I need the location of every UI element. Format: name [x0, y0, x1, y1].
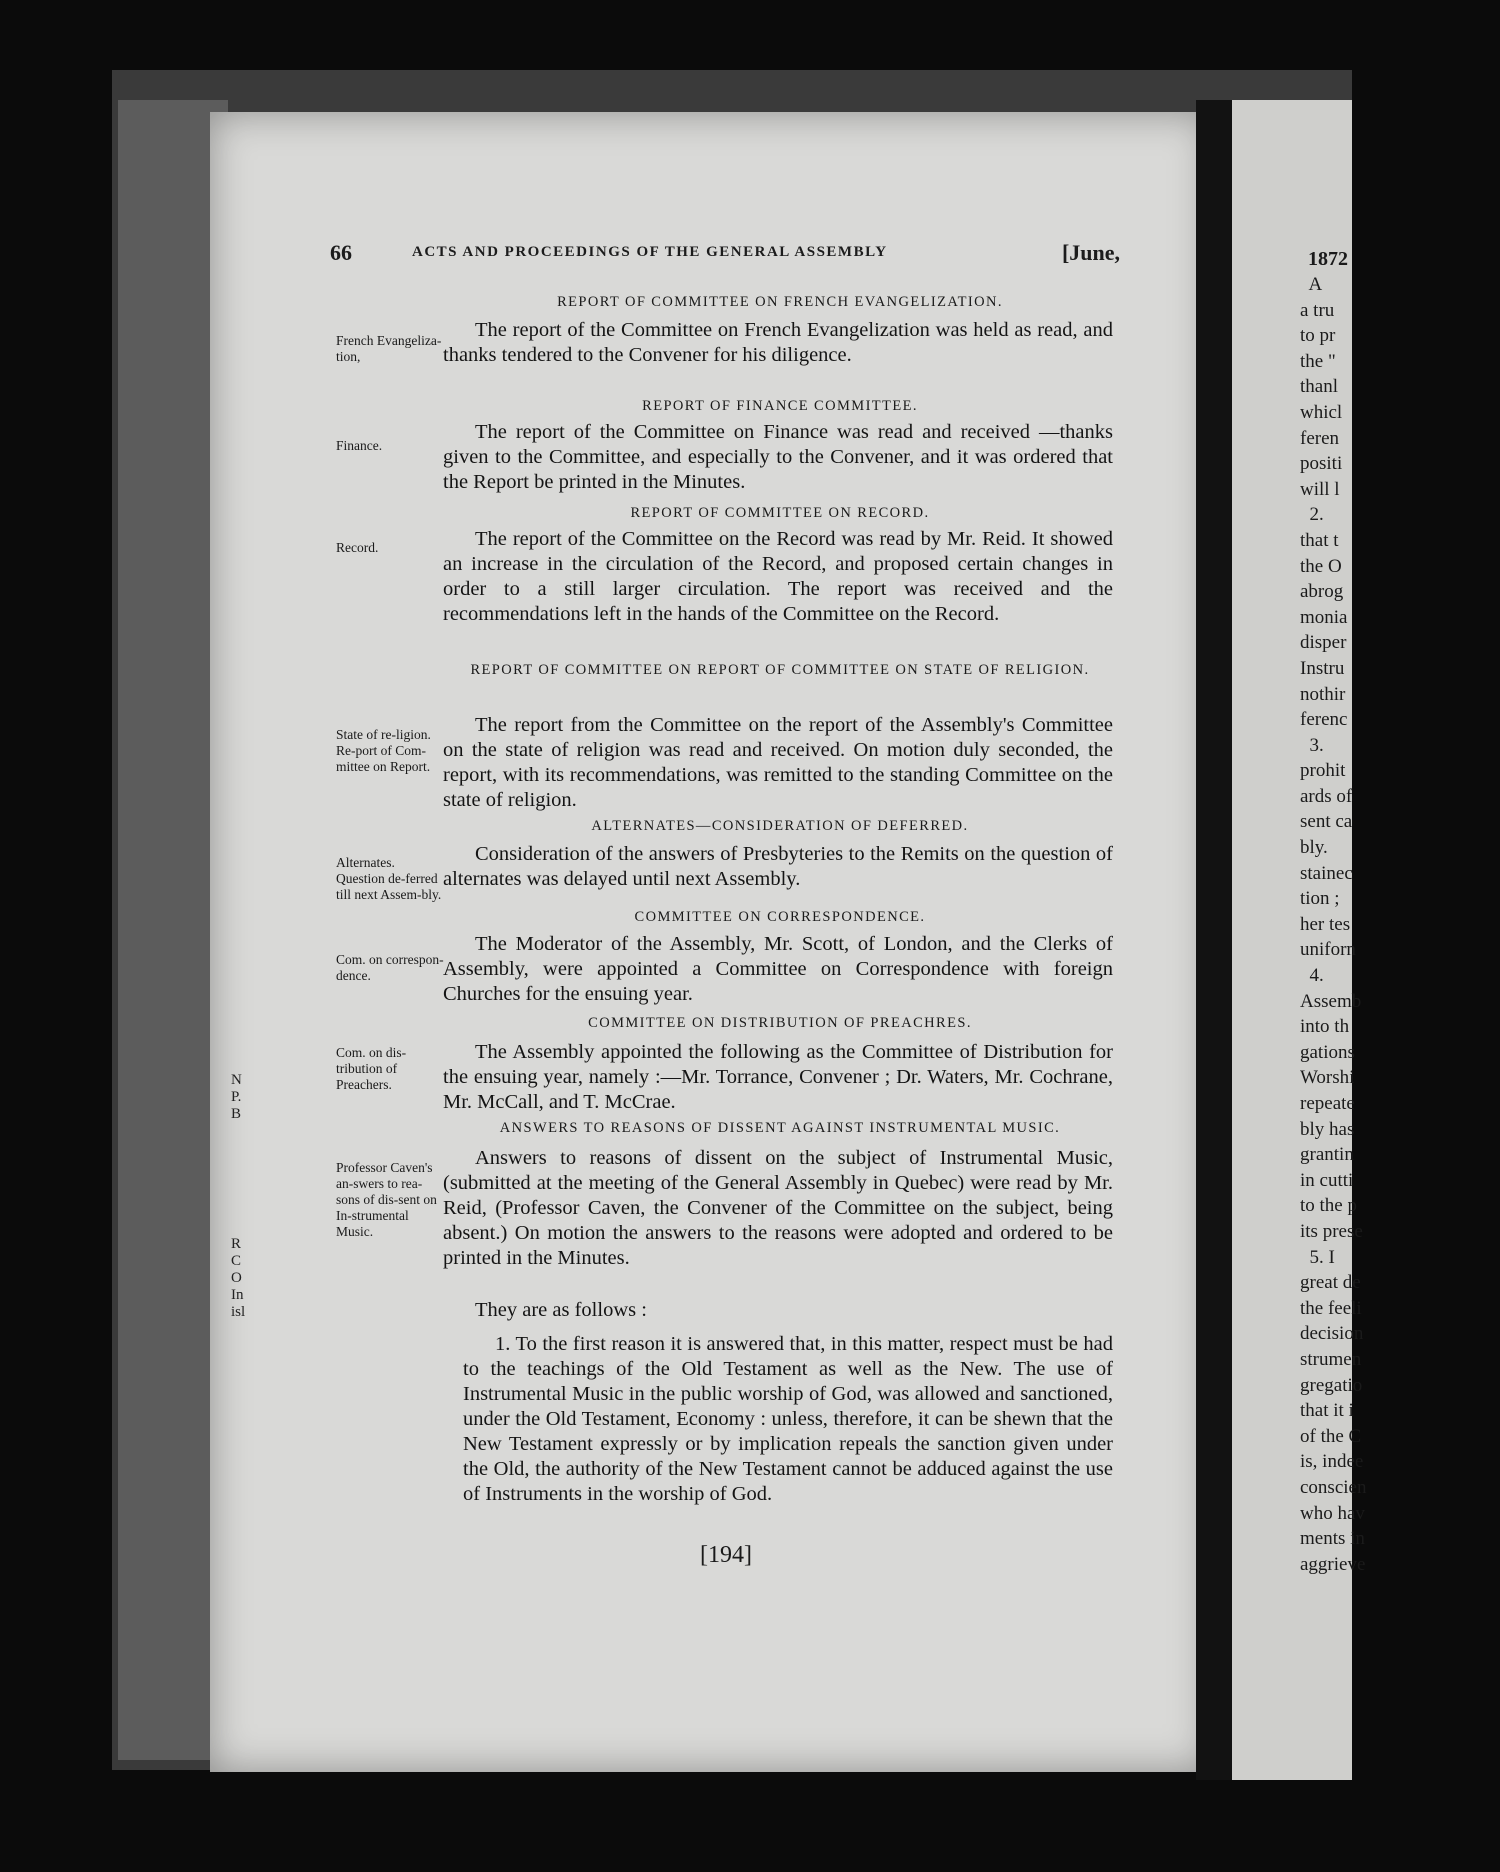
section-title: REPORT OF COMMITTEE ON RECORD.	[630, 505, 930, 521]
section-title: REPORT OF FINANCE COMMITTEE.	[642, 398, 918, 414]
paragraph: The report of the Committee on Finance was read and received —thanks given to the Committee, and especially to the Convener, and it was ordered that the Report be printed in the Minutes.	[443, 421, 1113, 493]
header-month: [June,	[1061, 240, 1120, 265]
section-title: REPORT OF COMMITTEE ON REPORT OF COMMITTEE ON STATE OF RELIGION.	[470, 662, 1090, 678]
numbered-answer: 1. To the first reason it is answered that, in this matter, respect must be had to the teachings of the Old Testament as well as the New. The use of Instrumental Music in the public worship of God, was allowed and sanctioned, under the Old Testament, Economy : unless, therefore, it can be shewn that the New Testament expressly or by implication repeals the sanction given under the Old, the authority of the New Testament cannot be adduced against the use of Instruments in the worship of God.	[463, 1333, 1113, 1505]
facing-page	[1232, 100, 1367, 1780]
left-edge-fragment: R C O In isl	[231, 1236, 246, 1320]
sidenote: Finance.	[336, 438, 383, 453]
paragraph: The Moderator of the Assembly, Mr. Scott, of London, and the Clerks of Assembly, were appointed a Committee on Correspondence with foreign Churches for the ensuing year.	[443, 933, 1113, 1005]
paragraph: The Assembly appointed the following as the Committee of Distribution for the ensuing year, namely :—Mr. Torrance, Convener ; Dr. Waters, Mr. Cochrane, Mr. McCall, and T. McCrae.	[443, 1041, 1113, 1113]
section-title: ALTERNATES—CONSIDERATION OF DEFERRED.	[591, 818, 969, 834]
paragraph: Consideration of the answers of Presbyteries to the Remits on the question of alternates was delayed until next Assembly.	[443, 843, 1113, 890]
sidenote: Alternates. Question de-ferred till next Assem-bly.	[336, 855, 442, 902]
sidenote: French Evangeliza-tion,	[336, 333, 442, 364]
section-title: COMMITTEE ON DISTRIBUTION OF PREACHRES.	[588, 1015, 972, 1031]
page-header	[330, 240, 1120, 270]
paragraph: Answers to reasons of dissent on the subject of Instrumental Music, (submitted at the meeting of the General Assembly in Quebec) were read by Mr. Reid, (Professor Caven, the Convener of the Committee on the subject, being absent.) On motion the answers to the reasons were adopted and ordered to be printed in the Minutes.	[443, 1147, 1113, 1269]
section-title: COMMITTEE ON CORRESPONDENCE.	[634, 909, 926, 925]
section-title: REPORT OF COMMITTEE ON FRENCH EVANGELIZATION.	[557, 294, 1003, 310]
paragraph: They are as follows :	[475, 1299, 647, 1321]
sidenote: Com. on correspon-dence.	[336, 952, 444, 983]
sidenote: Record.	[336, 540, 379, 555]
sidenote: State of re-ligion. Re-port of Com-mittee on Report.	[336, 727, 431, 774]
section-title: ANSWERS TO REASONS OF DISSENT AGAINST INSTRUMENTAL MUSIC.	[499, 1120, 1061, 1136]
paragraph: The report of the Committee on French Evangelization was held as read, and thanks tendered to the Convener for his diligence.	[443, 319, 1113, 366]
sidenote: Professor Caven's an-swers to rea-sons of dis-sent on In-strumental Music.	[336, 1160, 437, 1239]
facing-page-year: 1872	[1308, 248, 1348, 270]
facing-page-text: A a tru to pr the " thanl whicl feren positi will l 2. that t the O abrog monia disper Instru nothir ferenc 3. prohit ards of sent ca bly. stainec tion ; her tes uniforn 4. Assemb into th gations Worshi repeate bly has grantin in cutti to the p its prese 5. I great de the feeli decision strumen gregatio that it i of the C is, indee conscien who hav ments in aggrieve	[1300, 274, 1367, 1575]
left-edge-fragment: N P. B	[231, 1072, 242, 1122]
sidenote: Com. on dis-tribution of Preachers.	[336, 1045, 407, 1092]
paragraph: The report of the Committee on the Record was read by Mr. Reid. It showed an increase in the circulation of the Record, and proposed certain changes in order to a still larger circulation. The report was received and the recommendations left in the hands of the Committee on the Record.	[443, 528, 1113, 625]
folio-number: [194]	[700, 1542, 752, 1568]
paragraph: The report from the Committee on the report of the Assembly's Committee on the state of religion was read and received. On motion duly seconded, the report, with its recommendations, was remitted to the standing Committee on the state of religion.	[443, 714, 1113, 811]
page-number: 66	[330, 240, 352, 265]
book-gutter	[1196, 100, 1232, 1780]
running-head: ACTS AND PROCEEDINGS OF THE GENERAL ASSEMBLY	[412, 244, 888, 260]
